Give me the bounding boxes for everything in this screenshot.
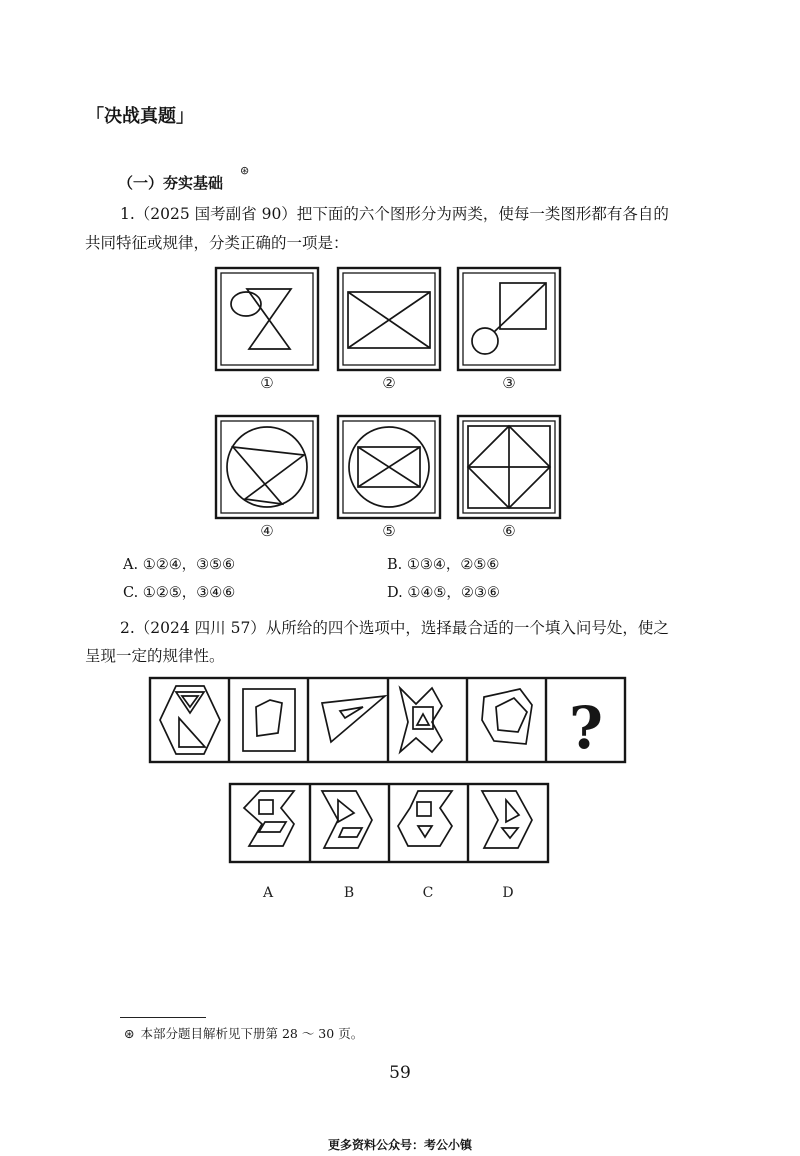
q1-figure-3 [458,268,560,370]
q1-figure-5 [338,416,440,518]
q1-line-2: 共同特征或规律，分类正确的一项是： [85,234,349,252]
watermark: 更多资料公众号：考公小镇 [327,1138,472,1152]
page-number: 59 [389,1063,411,1083]
section-title: （一）夯实基础 [118,174,224,192]
q2-sequence-figure-2 [243,689,295,751]
q2-sequence-figure-1 [160,686,220,754]
page-heading: 「决战真题」 [86,106,194,127]
q2-sequence-figure-5 [482,689,532,744]
q2-option-figure-b [322,791,372,848]
q1-option-a: A. ①②④，③⑤⑥ [123,557,236,573]
q1-figure-2 [338,268,440,370]
q1-option-b: B. ①③④，②⑤⑥ [387,557,500,573]
section-note-mark: ⊛ [240,164,250,177]
q2-sequence-row [150,678,625,762]
q2-option-figure-d [482,791,532,848]
q1-figure-6 [458,416,560,518]
figure-label-4: ④ [260,522,274,540]
footnote-rule [120,1017,206,1018]
q1-option-d: D. ①④⑤，②③⑥ [387,585,500,601]
q2-sequence-figure-3 [322,696,385,742]
question-mark: ? [569,694,603,762]
footnote [124,1026,363,1042]
figure-label-1: ① [260,374,274,392]
q1-figure-1 [216,268,318,370]
q1-option-c: C. ①②⑤，③④⑥ [123,585,236,601]
option-label-c: C [422,885,434,901]
figure-label-6: ⑥ [502,522,516,540]
option-label-b: B [343,885,355,901]
footnote-text: 本部分题目解析见下册第 28 ～ 30 页。 [140,1026,364,1041]
option-label-d: D [502,885,514,901]
q2-options-row [230,784,548,862]
q2-option-figure-a [244,791,294,846]
q2-line-1: 2.（2024 四川 57）从所给的四个选项中，选择最合适的一个填入问号处，使之 [120,619,669,637]
q1-figure-4 [216,416,318,518]
q2-sequence-figure-4 [400,688,442,752]
q2-line-2: 呈现一定的规律性。 [85,647,225,665]
figure-label-5: ⑤ [382,522,396,540]
option-label-a: A [262,885,274,901]
figure-label-3: ③ [502,374,516,392]
q2-option-figure-c [398,791,452,846]
figure-label-2: ② [382,374,396,392]
footnote-mark: ⊛ [124,1026,135,1041]
q1-line-1: 1.（2025 国考副省 90）把下面的六个图形分为两类，使每一类图形都有各自的 [120,205,669,223]
